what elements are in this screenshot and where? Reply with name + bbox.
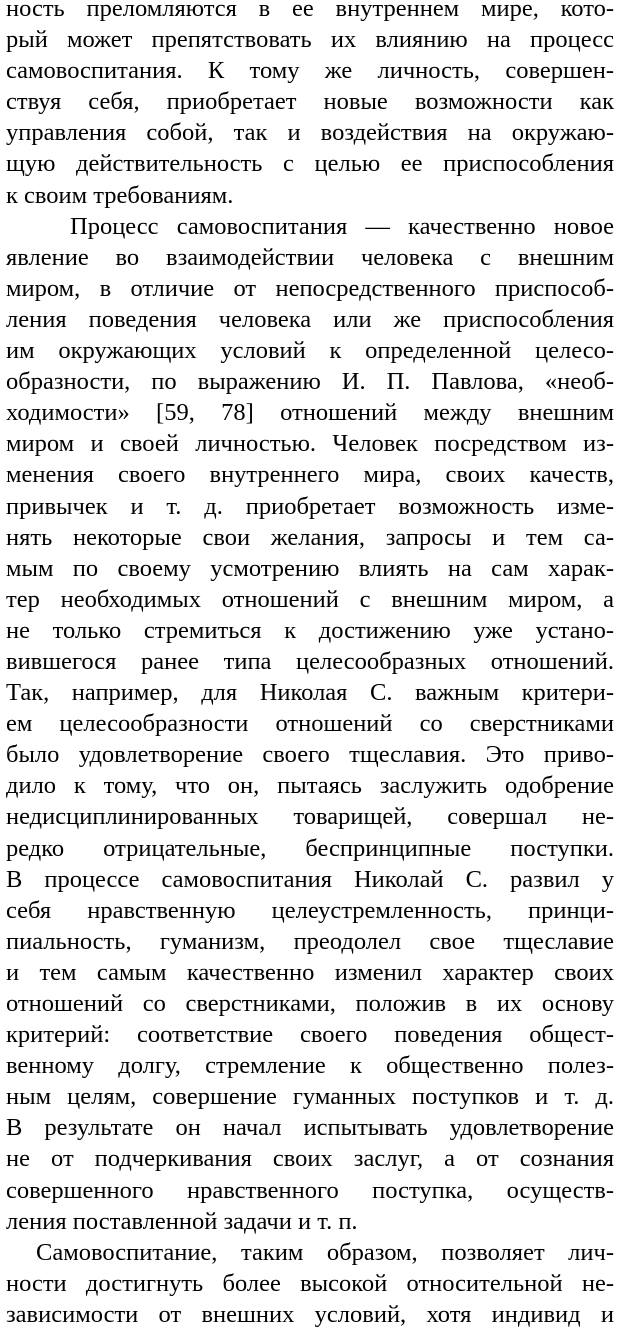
text-line: себя нравственную целеустремленность, принци- (6, 896, 614, 924)
text-line: критерий: соответствие своего поведения общест- (6, 1021, 614, 1049)
text-line: ем целесообразности отношений со сверстниками (6, 710, 614, 738)
text-line: нять некоторые свои желания, запросы и тем са- (6, 523, 614, 551)
text-line: дило к тому, что он, пытаясь заслужить одобрение (6, 772, 614, 800)
text-line: миром и своей личностью. Человек посредством из- (6, 430, 614, 458)
text-line: зависимости от внешних условий, хотя индивид и (6, 1300, 614, 1328)
text-line: привычек и т. д. приобретает возможность изме- (6, 492, 614, 520)
paragraph (6, 0, 614, 211)
text-line: к своим требованиям. (6, 181, 234, 209)
text-line: образности, по выражению И. П. Павлова, «необ- (6, 368, 614, 396)
text-line: редко отрицательные, беспринципные поступки. (6, 834, 614, 862)
text-line: и тем самым качественно изменил характер своих (6, 958, 614, 986)
text-line: было удовлетворение своего тщеславия. Это приво- (6, 741, 614, 769)
text-line: мым по своему усмотрению влиять на сам харак- (6, 554, 614, 582)
text-line: ствуя себя, приобретает новые возможности как (6, 88, 614, 116)
text-line: отношений со сверстниками, положив в их основу (6, 990, 614, 1017)
text-line: менения своего внутреннего мира, своих качеств, (6, 461, 614, 489)
text-line: Так, например, для Николая С. важным критери- (6, 679, 614, 707)
text-line: В результате он начал испытывать удовлетворение (6, 1114, 614, 1142)
text-line: управления собой, так и воздействия на окружаю- (6, 119, 614, 147)
text-line: венному долгу, стремление к общественно полез- (6, 1052, 614, 1080)
text-line: ления поставленной задачи и т. п. (6, 1207, 358, 1235)
text-line: тер необходимых отношений с внешним миром, а (6, 585, 614, 613)
text-line: ности достигнуть более высокой относительной не- (6, 1269, 614, 1297)
text-line: ходимости» [59, 78] отношений между внешним (6, 399, 614, 427)
text-line: В процессе самовоспитания Николай С. развил у (6, 865, 614, 893)
text-line: им окружающих условий к определенной целесо- (6, 337, 614, 365)
text-line: пиальность, гуманизм, преодолел свое тщеславие (6, 927, 614, 955)
text-line: ления поведения человека или же приспособления (6, 305, 614, 333)
text-line: Самовоспитание, таким образом, позволяет лич- (36, 1238, 614, 1266)
text-line: самовоспитания. К тому же личность, совершен- (6, 57, 614, 85)
text-line: вившегося ранее типа целесообразных отношений. (6, 647, 614, 675)
document-page (6, 0, 614, 1330)
paragraph (6, 211, 614, 1237)
text-line: миром, в отличие от непосредственного приспособ- (6, 274, 614, 302)
text-line: щую действительность с целью ее приспособления (6, 150, 614, 178)
text-line: Процесс самовоспитания — качественно новое (70, 212, 614, 240)
text-line: ность преломляются в ее внутреннем мире, кото- (6, 0, 614, 22)
text-line: не только стремиться к достижению уже устано- (6, 616, 614, 644)
text-line: ным целям, совершение гуманных поступков и т. д. (6, 1083, 614, 1111)
text-line: рый может препятствовать их влиянию на процесс (6, 26, 614, 54)
text-line: явление во взаимодействии человека с внешним (6, 243, 614, 271)
paragraph (6, 1237, 614, 1330)
text-line: совершенного нравственного поступка, осуществ- (6, 1176, 614, 1204)
text-line: не от подчеркивания своих заслуг, а от сознания (6, 1145, 614, 1173)
text-line: недисциплинированных товарищей, совершал не- (6, 803, 614, 831)
